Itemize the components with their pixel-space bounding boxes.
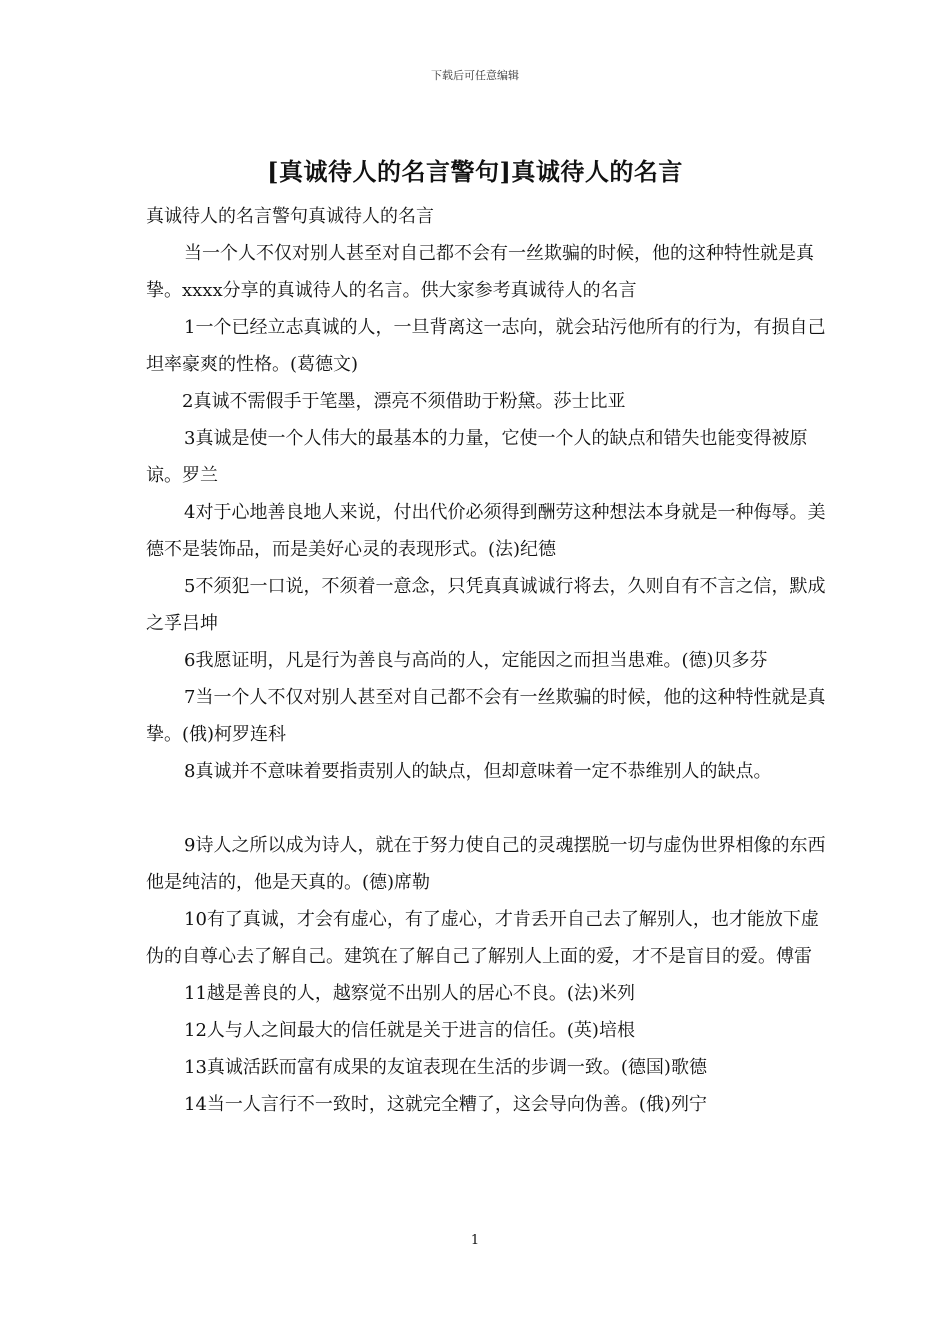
quote-paragraph-4: 4对于心地善良地人来说，付出代价必须得到酬劳这种想法本身就是一种侮辱。美德不是装饰品，而是美好心灵的表现形式。(法)纪德: [146, 502, 826, 560]
quote-paragraph-14: 14当一人言行不一致时，这就完全糟了，这会导向伪善。(俄)列宁: [184, 1094, 707, 1115]
document-body: [146, 198, 826, 1123]
quote-paragraph-8: 8真诚并不意味着要指责别人的缺点，但却意味着一定不恭维别人的缺点。: [184, 761, 772, 782]
quote-paragraph-5: 5不须犯一口说，不须着一意念，只凭真真诚诚行将去，久则自有不言之信，默成之孚吕坤: [146, 576, 826, 634]
quote-paragraph-10: 10有了真诚，才会有虚心，有了虚心，才肯丢开自己去了解别人，也才能放下虚伪的自尊心去了解自己。建筑在了解自己了解别人上面的爱，才不是盲目的爱。傅雷: [146, 909, 819, 967]
quote-paragraph-12: 12人与人之间最大的信任就是关于进言的信任。(英)培根: [184, 1020, 635, 1041]
page-number: 1: [470, 1233, 480, 1248]
intro-paragraph: 当一个人不仅对别人甚至对自己都不会有一丝欺骗的时候，他的这种特性就是真挚。xxxx分享的真诚待人的名言。供大家参考真诚待人的名言: [146, 243, 814, 301]
page-header: 下载后可任意编辑: [431, 69, 519, 82]
document-title: [真诚待人的名言警句]真诚待人的名言: [267, 157, 683, 186]
quote-paragraph-3: 3真诚是使一个人伟大的最基本的力量，它使一个人的缺点和错失也能变得被原谅。罗兰: [146, 428, 808, 486]
quote-paragraph-6: 6我愿证明，凡是行为善良与高尚的人，定能因之而担当患难。(德)贝多芬: [184, 650, 768, 671]
quote-paragraph-2: 2真诚不需假手于笔墨，漂亮不须借助于粉黛。莎士比亚: [182, 391, 626, 412]
quote-paragraph-13: 13真诚活跃而富有成果的友谊表现在生活的步调一致。(德国)歌德: [184, 1057, 707, 1078]
quote-paragraph-9: 9诗人之所以成为诗人，就在于努力使自己的灵魂摆脱一切与虚伪世界相像的东西他是纯洁的，他是天真的。(德)席勒: [146, 835, 826, 893]
document-subtitle: 真诚待人的名言警句真诚待人的名言: [146, 206, 434, 227]
quote-paragraph-7: 7当一个人不仅对别人甚至对自己都不会有一丝欺骗的时候，他的这种特性就是真挚。(俄)柯罗连科: [146, 687, 826, 745]
quote-paragraph-1: 1一个已经立志真诚的人，一旦背离这一志向，就会玷污他所有的行为，有损自己坦率豪爽的性格。(葛德文): [146, 317, 826, 375]
quote-paragraph-11: 11越是善良的人，越察觉不出别人的居心不良。(法)米列: [184, 983, 635, 1004]
